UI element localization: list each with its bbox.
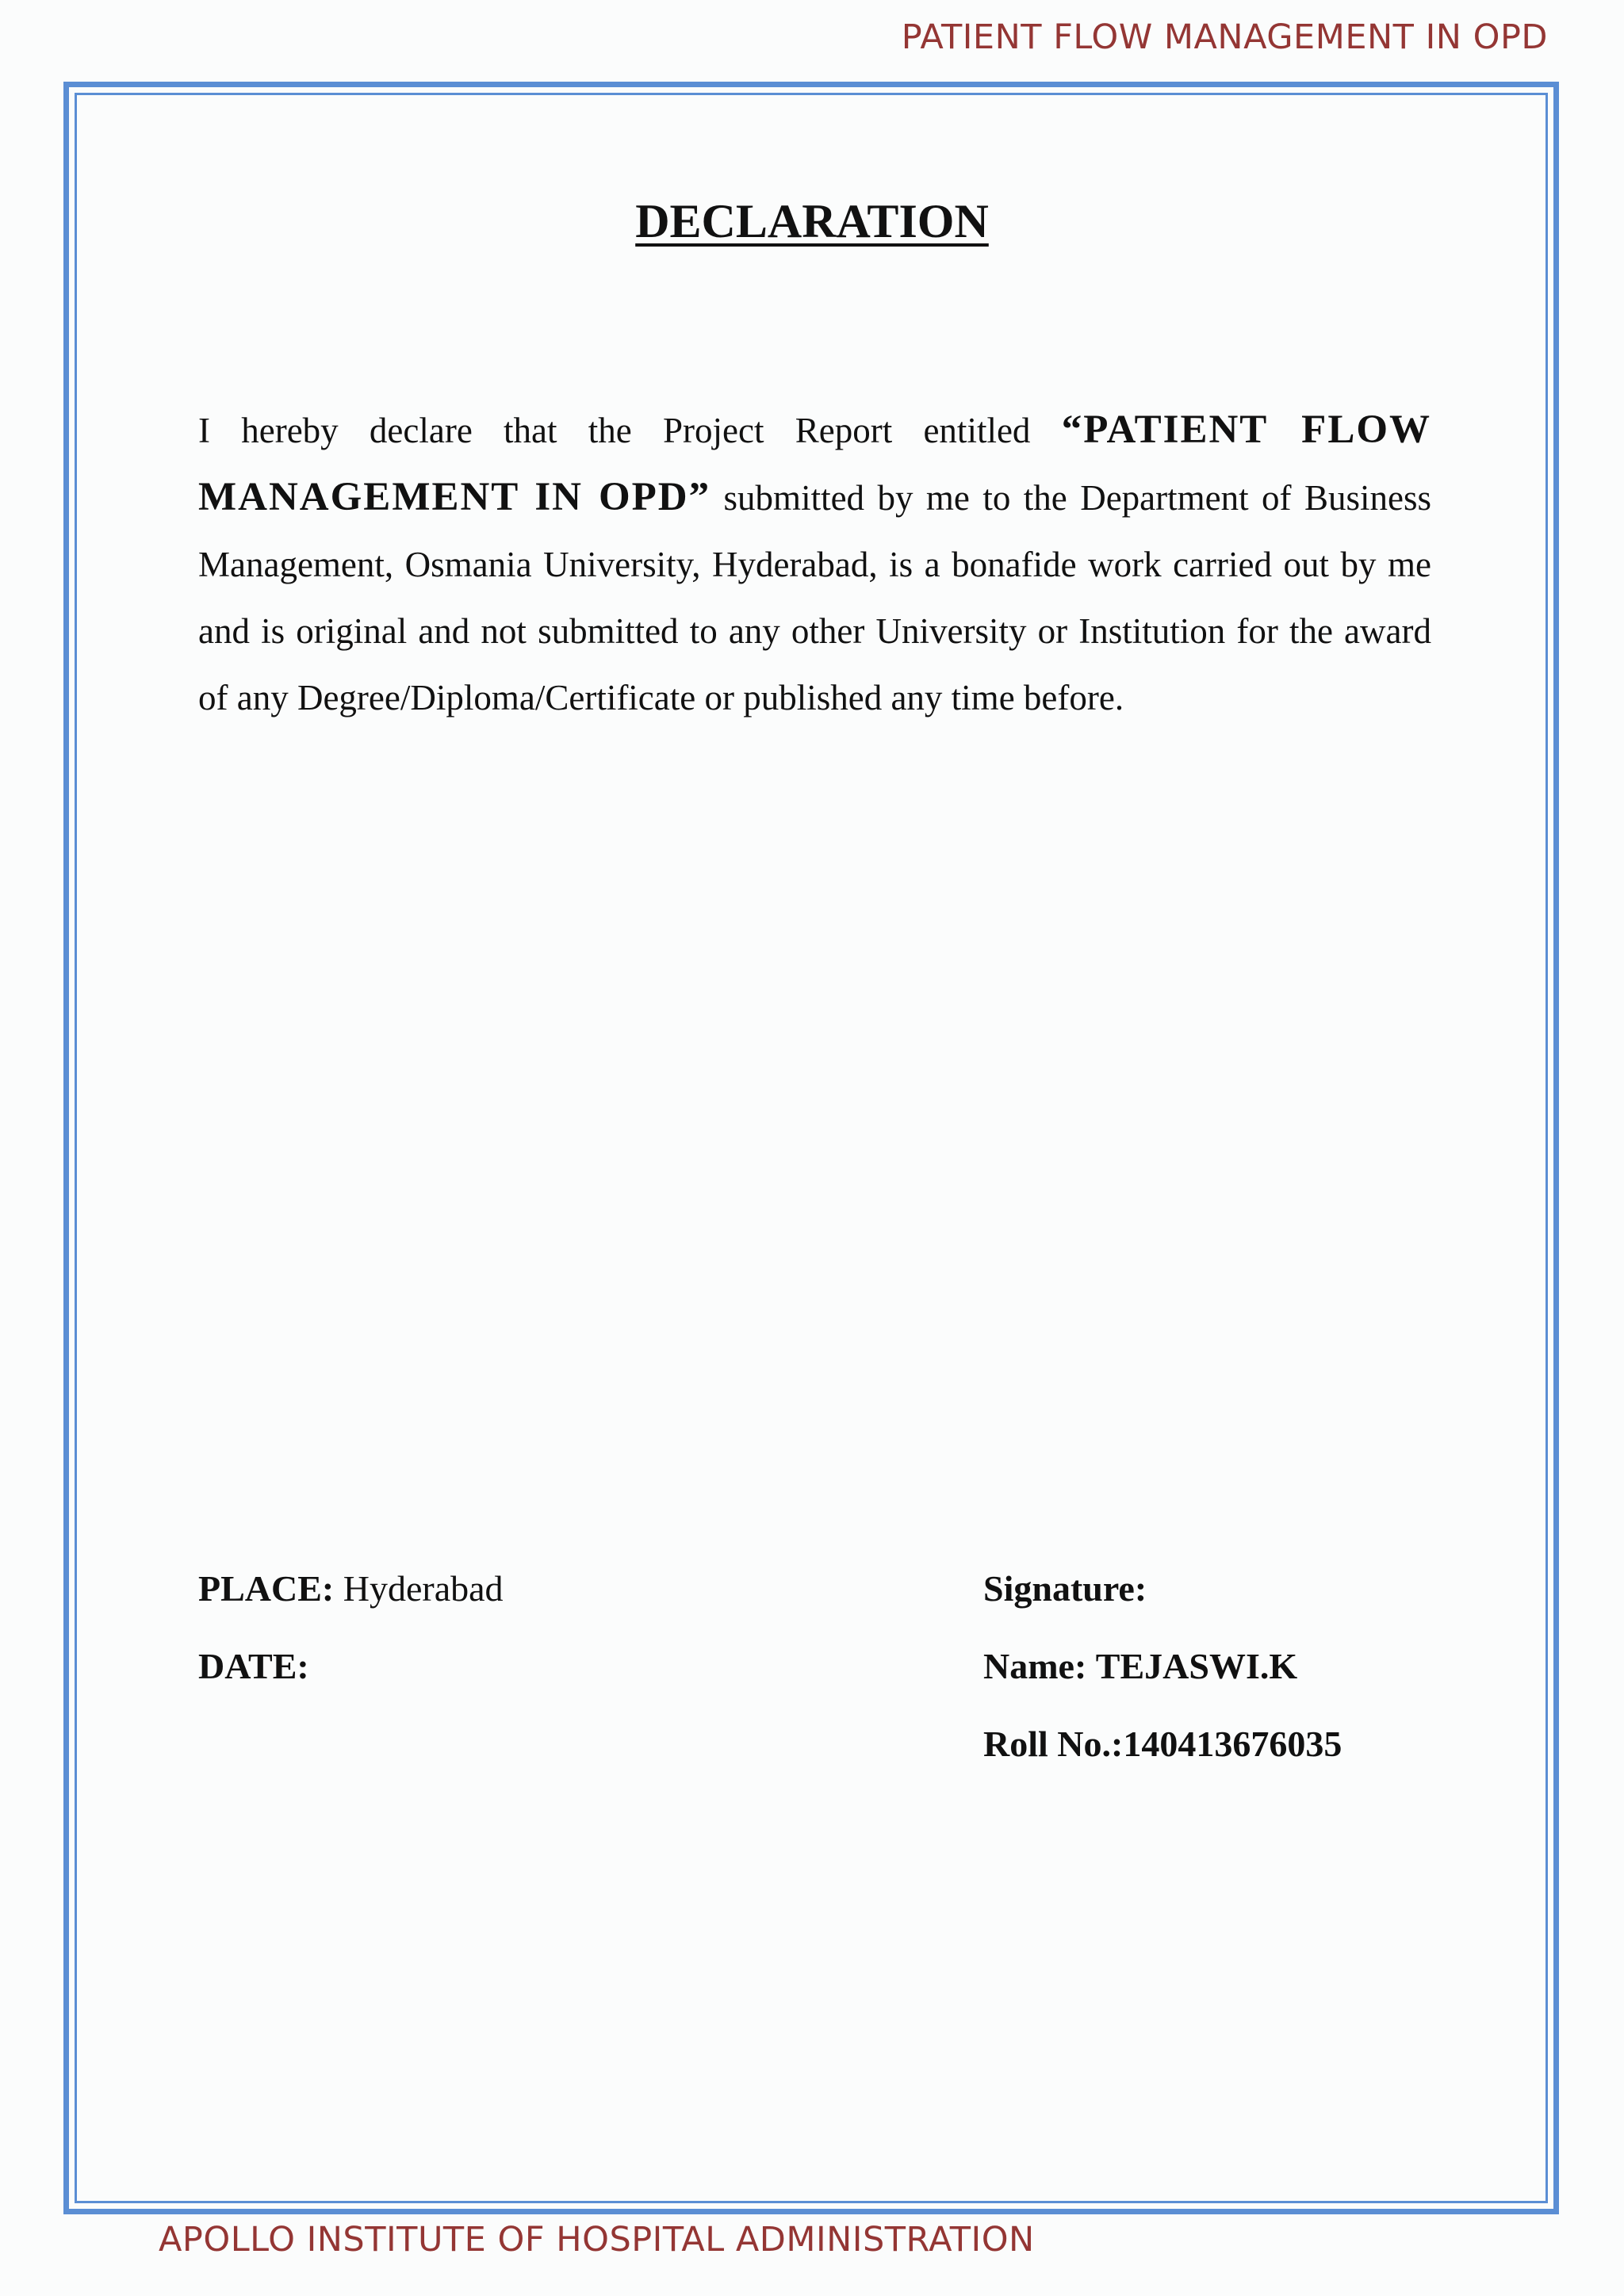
running-footer: APOLLO INSTITUTE OF HOSPITAL ADMINISTRATION — [159, 2220, 1035, 2260]
roll-number: 140413676035 — [1123, 1724, 1342, 1764]
roll-row — [983, 1705, 1342, 1783]
place-row — [198, 1550, 504, 1628]
place-label: PLACE: — [198, 1568, 335, 1609]
date-label: DATE: — [198, 1646, 309, 1686]
roll-label: Roll No.: — [983, 1724, 1124, 1764]
declaration-text-end: submitted by me to the Department of Business Management, Osmania University, Hyderabad, is a bonafide work carried out by me and is original and not submitted to any other University or Institution for the award of any Degree/Diploma/Certificate or published any time before. — [198, 478, 1431, 718]
place-value: Hyderabad — [343, 1568, 504, 1609]
place-date-block — [198, 1550, 504, 1705]
date-row — [198, 1628, 504, 1705]
name-row — [983, 1628, 1342, 1705]
declaration-paragraph — [198, 396, 1431, 731]
signature-block — [983, 1550, 1342, 1783]
signature-row — [983, 1550, 1342, 1628]
page-title: DECLARATION — [635, 195, 989, 247]
running-header: PATIENT FLOW MANAGEMENT IN OPD — [901, 17, 1548, 57]
declaration-text-start: I hereby declare that the Project Report entitled — [198, 411, 1062, 450]
student-name: TEJASWI.K — [1095, 1646, 1298, 1686]
signature-label: Signature: — [983, 1568, 1147, 1609]
name-label: Name: — [983, 1646, 1087, 1686]
project-title: “PATIENT FLOW MANAGEMENT IN OPD” — [198, 408, 1431, 519]
